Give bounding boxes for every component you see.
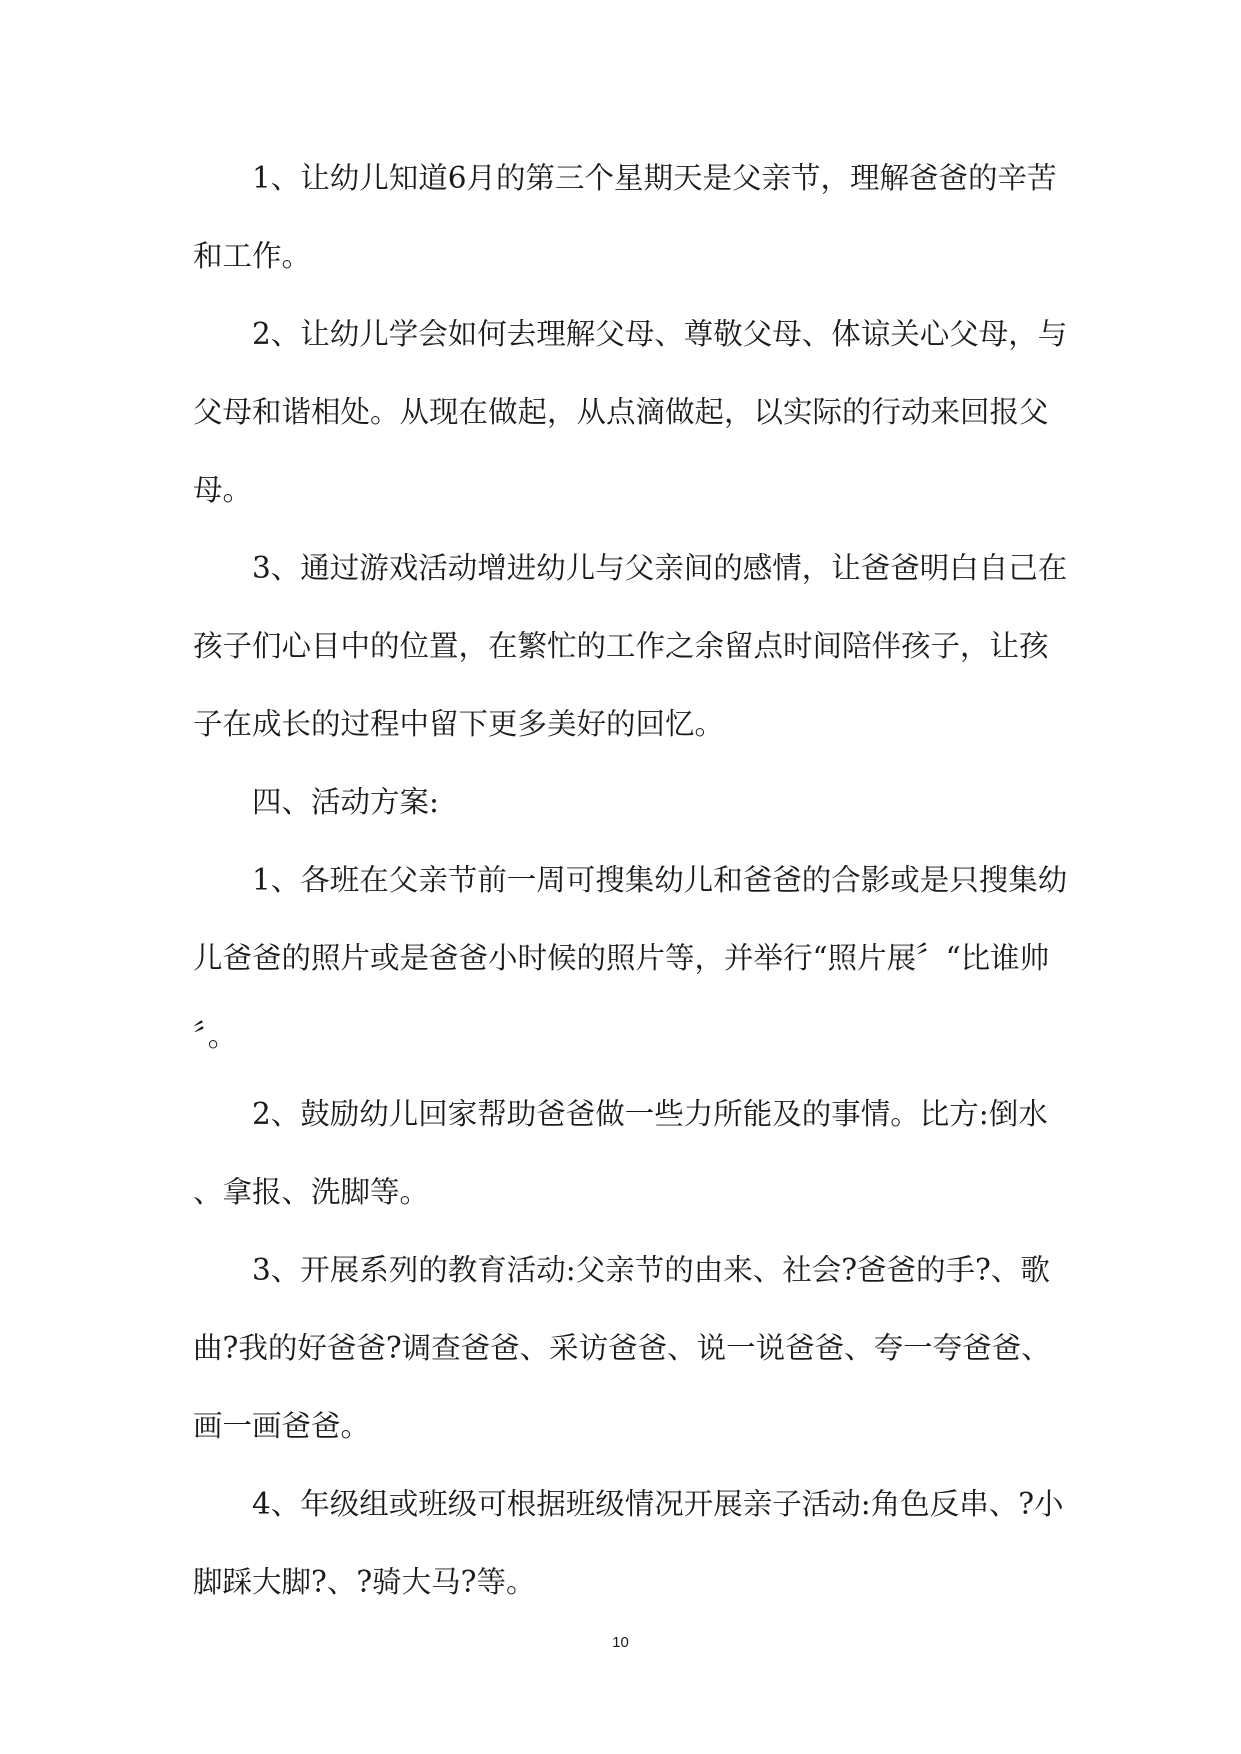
text-line: 、拿报、洗脚等。	[193, 1175, 430, 1209]
text-line: 2、鼓励幼儿回家帮助爸爸做一些力所能及的事情。比方:倒水	[193, 1097, 1048, 1131]
text-line: 1、让幼儿知道6月的第三个星期天是父亲节，理解爸爸的辛苦	[193, 161, 1057, 195]
text-line: 子在成长的过程中留下更多美好的回忆。	[193, 707, 725, 741]
text-line: 画一画爸爸。	[193, 1409, 371, 1443]
text-line: 母。	[193, 473, 253, 507]
text-line: 父母和谐相处。从现在做起，从点滴做起，以实际的行动来回报父	[193, 395, 1049, 429]
text-line: 〞。	[193, 1019, 238, 1053]
page-number: 10	[612, 1634, 629, 1651]
text-line: 孩子们心目中的位置，在繁忙的工作之余留点时间陪伴孩子，让孩	[193, 629, 1049, 663]
text-line: 儿爸爸的照片或是爸爸小时候的照片等，并举行“照片展〞“比谁帅	[193, 941, 1050, 975]
text-line: 脚踩大脚?、?骑大马?等。	[193, 1565, 536, 1599]
text-line: 3、开展系列的教育活动:父亲节的由来、社会?爸爸的手?、歌	[193, 1253, 1050, 1287]
text-line: 3、通过游戏活动增进幼儿与父亲间的感情，让爸爸明白自己在	[193, 551, 1068, 585]
text-line: 曲?我的好爸爸?调查爸爸、采访爸爸、说一说爸爸、夸一夸爸爸、	[193, 1331, 1051, 1365]
section-heading: 四、活动方案:	[193, 785, 439, 819]
text-line: 1、各班在父亲节前一周可搜集幼儿和爸爸的合影或是只搜集幼	[193, 863, 1068, 897]
text-line: 4、年级组或班级可根据班级情况开展亲子活动:角色反串、?小	[193, 1487, 1064, 1521]
text-line: 2、让幼儿学会如何去理解父母、尊敬父母、体谅关心父母，与	[193, 317, 1068, 351]
text-line: 和工作。	[193, 239, 312, 273]
